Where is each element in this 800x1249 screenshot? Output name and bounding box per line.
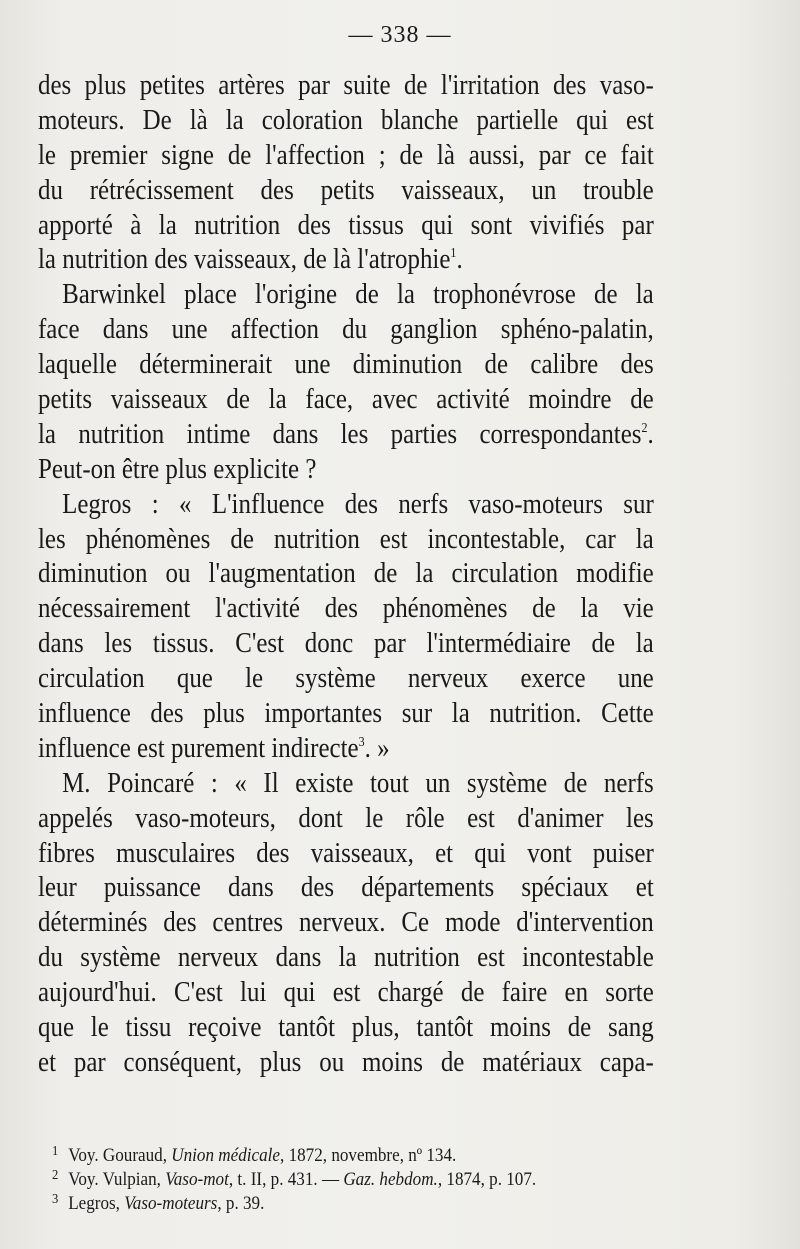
footnote-ref-1: 1	[450, 246, 457, 262]
footnote-title: Vaso-moteurs	[124, 1193, 218, 1214]
footnote-3	[52, 1188, 628, 1212]
text-line: le premier signe de l'affection ; de là aussi, par ce fait	[38, 138, 654, 171]
text-line: fibres musculaires des vaisseaux, et qui vont puiser	[38, 836, 654, 869]
footnote-title: Vaso-mot	[165, 1169, 229, 1190]
footnotes	[52, 1140, 692, 1212]
text-line: moteurs. De là la coloration blanche partielle qui est	[38, 103, 654, 136]
footnote-2	[52, 1164, 628, 1188]
text-line	[38, 731, 654, 766]
footnote-number: 2	[52, 1168, 59, 1183]
text-line: apporté à la nutrition des tissus qui sont vivifiés par	[38, 208, 654, 241]
text-line: déterminés des centres nerveux. Ce mode d'intervention	[38, 906, 654, 939]
text-line: M. Poincaré : « Il existe tout un système de nerfs	[62, 766, 654, 799]
text-line: circulation que le système nerveux exerce une	[38, 662, 654, 695]
text-line: face dans une affection du ganglion sphéno-palatin,	[38, 313, 654, 346]
text-line: et par conséquent, plus ou moins de matériaux capa-	[38, 1045, 654, 1078]
text-line: influence des plus importantes sur la nutrition. Cette	[38, 697, 654, 730]
page-number: — 338 —	[348, 22, 452, 48]
text-line: nécessairement l'activité des phénomènes de la vie	[38, 592, 654, 625]
text-span: la nutrition intime dans les parties correspondantes	[38, 417, 642, 450]
footnote-text: , 1872, novembre, nº 134.	[280, 1145, 457, 1166]
footnote-text: Legros,	[68, 1193, 125, 1214]
text-line: diminution ou l'augmentation de la circulation modifie	[38, 557, 654, 590]
text-line	[38, 417, 654, 452]
text-line: les phénomènes de nutrition est incontestable, car la	[38, 522, 654, 555]
footnote-title: Union médicale	[171, 1145, 281, 1166]
footnote-ref-3: 3	[358, 734, 365, 750]
text-line: du système nerveux dans la nutrition est incontestable	[38, 941, 654, 974]
footnote-ref-2: 2	[641, 420, 648, 436]
text-line: appelés vaso-moteurs, dont le rôle est d'animer les	[38, 801, 654, 834]
footnote-text: , 1874, p. 107.	[437, 1169, 537, 1190]
text-line: des plus petites artères par suite de l'irritation des vaso-	[38, 69, 654, 101]
text-line	[38, 242, 654, 277]
text-line: Barwinkel place l'origine de la trophonévrose de la	[62, 278, 654, 311]
footnote-text: Voy. Gouraud,	[68, 1145, 172, 1166]
text-span: influence est purement indirecte	[38, 731, 359, 764]
footnote-title: Gaz. hebdom.	[343, 1169, 438, 1190]
text-line: du rétrécissement des petits vaisseaux, un trouble	[38, 173, 654, 206]
footnote-1	[52, 1140, 628, 1164]
text-span: .	[647, 417, 654, 450]
footnote-text: Voy. Vulpian,	[68, 1169, 166, 1190]
text-span: .	[456, 243, 463, 276]
text-line: petits vaisseaux de la face, avec activité moindre de	[38, 383, 654, 416]
text-line: laquelle déterminerait une diminution de calibre des	[38, 348, 654, 381]
footnote-text: , p. 39.	[217, 1193, 265, 1214]
text-line: dans les tissus. C'est donc par l'intermédiaire de la	[38, 627, 654, 660]
text-line: leur puissance dans des départements spéciaux et	[38, 871, 654, 904]
body-text	[38, 68, 654, 1080]
text-line: Legros : « L'influence des nerfs vaso-moteurs sur	[62, 487, 654, 520]
footnote-number: 3	[52, 1192, 59, 1207]
text-line: aujourd'hui. C'est lui qui est chargé de faire en sorte	[38, 976, 654, 1009]
text-line: que le tissu reçoive tantôt plus, tantôt moins de sang	[38, 1011, 654, 1044]
text-span: la nutrition des vaisseaux, de là l'atrophie	[38, 243, 451, 276]
text-line: Peut-on être plus explicite ?	[38, 452, 317, 485]
footnote-text: , t. II, p. 431. —	[228, 1169, 344, 1190]
footnote-number: 1	[52, 1144, 59, 1159]
text-span: . »	[364, 731, 390, 764]
